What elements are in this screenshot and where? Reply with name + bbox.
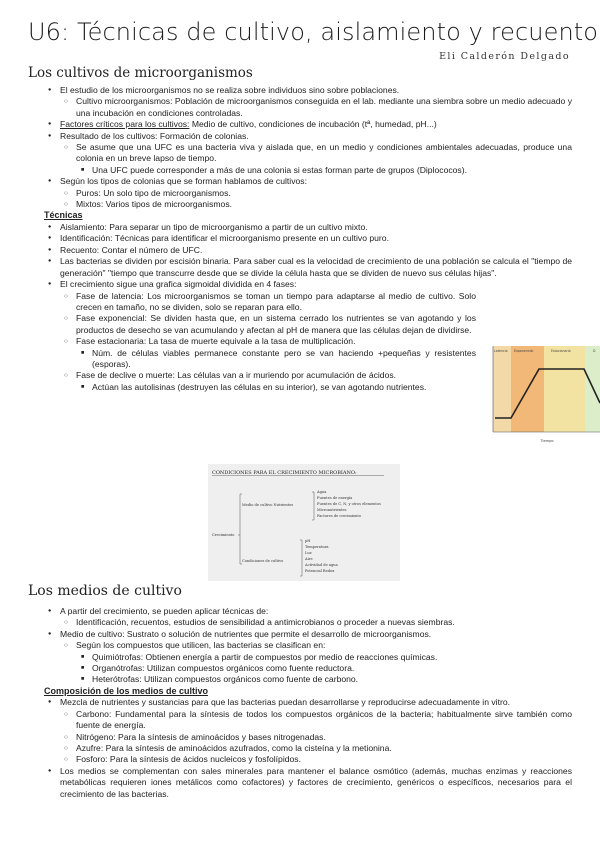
- list-item: ● Según los tipos de colonias que se forman hablamos de cultivos:: [60, 176, 572, 187]
- list-item: ● Las bacterias se dividen por escisión binaria. Para saber cual es la velocidad de crecimiento de una población se calcula el "tiempo de generación" "tiempo que transcurre desde que se divide la célula hasta que se dividen de nuevo sus células hijas".: [60, 256, 572, 279]
- list-item: ● Mezcla de nutrientes y sustancias para que las bacterias puedan desarrollarse y reproducirse adecuadamente in vitro.: [60, 697, 572, 708]
- phase-label: D: [593, 349, 596, 353]
- list-item: ○ Mixtos: Varios tipos de microorganismos.: [76, 199, 572, 210]
- author-name: Eli Calderón Delgado: [439, 51, 570, 62]
- nutrient-item: Fuentes de energía: [317, 496, 353, 500]
- list-item: ○ Azufre: Para la síntesis de aminoácidos azufrados, como la cisteína y la metionina.: [76, 743, 572, 754]
- condition-item: Temperatura: [305, 545, 329, 549]
- list-item: ● Recuento: Contar el número de UFC.: [60, 245, 572, 256]
- section-heading-medios: Los medios de cultivo: [28, 583, 182, 599]
- branch2-brace: [300, 540, 302, 576]
- nutrient-item: Agua: [317, 490, 327, 494]
- growth-conditions-diagram: [208, 464, 400, 581]
- nutrient-item: Micronutrientes: [317, 508, 347, 512]
- list-item: ● El crecimiento sigue una grafica sigmoidal dividida en 4 fases:: [60, 279, 572, 290]
- diagram-root: Crecimiento: [212, 533, 235, 537]
- list-item: ○ Identificación, recuentos, estudios de sensibilidad a antimicrobianos o proceder a nuevas siembras.: [76, 617, 572, 628]
- section-heading-cultivos: Los cultivos de microorganismos: [28, 65, 253, 81]
- diagram-branch-condiciones: Condiciones de cultivo: [242, 559, 284, 563]
- list-item: ■ Quimiótrofas: Obtienen energía a partir de compuestos por medio de reacciones químicas.: [92, 652, 572, 663]
- list-item: ○ Fase de latencia: Los microorganismos se toman un tiempo para adaptarse al medio de cultivo. Solo crecen en tamaño, no se dividen, solo se reparan para ello.: [76, 291, 476, 314]
- phase-label: Exponencial: [514, 349, 534, 353]
- list-item: ● Medio de cultivo: Sustrato o solución de nutrientes que permite el desarrollo de microorganismos.: [60, 629, 572, 640]
- list-item: ○ Nitrógeno: Para la síntesis de aminoácidos y bases nitrogenadas.: [76, 732, 572, 743]
- factores-text: Medio de cultivo, condiciones de incubación (tª, humedad, pH...): [189, 119, 437, 130]
- growth-curve-svg: [481, 336, 600, 446]
- list-item: ○ Carbono: Fundamental para la síntesis de todos los compuestos orgánicos de la bacteria; habitualmente sirve también como fuente de energía.: [76, 709, 572, 732]
- diagram-title: CONDICIONES PARA EL CRECIMIENTO MICROBIANO:: [212, 470, 357, 476]
- subheading-tecnicas: Técnicas: [44, 210, 83, 221]
- medios-list: [0, 606, 600, 800]
- factores-label: Factores críticos para los cultivos:: [60, 119, 190, 130]
- list-item: ■ Una UFC puede corresponder a más de una colonia si estas forman parte de grupos (Diplococos).: [92, 165, 572, 176]
- list-item: ■ Heterótrofas: Utilizan compuestos orgánicos como fuente de carbono.: [92, 674, 572, 685]
- list-item: ○ Según los compuestos que utilicen, las bacterias se clasifican en:: [76, 640, 572, 651]
- list-item: ■ Organótrofas: Utilizan compuestos orgánicos como fuente reductora.: [92, 663, 572, 674]
- list-item: ■ Núm. de células viables permanece constante pero se van haciendo +pequeñas y resistentes (esporas).: [92, 348, 476, 371]
- list-item: ● El estudio de los microorganismos no se realiza sobre individuos sino sobre poblaciones.: [60, 85, 572, 96]
- list-item: ● Los medios se complementan con sales minerales para mantener el balance osmótico (además, muchas enzimas y reacciones metabólicas requieren iones metálicos como cofactores) y factores de crecimiento, genéricos o específicos, necesarios para el crecimiento de las bacterias.: [60, 766, 572, 800]
- phase-band-declive: [585, 346, 600, 432]
- list-item: ○ Se asume que una UFC es una bacteria viva y aislada que, en un medio y condiciones ambientales adecuadas, produce una colonia en un breve lapso de tiempo.: [76, 142, 572, 165]
- branch1-brace: [312, 492, 314, 520]
- phase-label: Estacionaria: [551, 349, 571, 353]
- condition-item: Aire: [305, 557, 313, 561]
- list-item: ● A partir del crecimiento, se pueden aplicar técnicas de:: [60, 606, 572, 617]
- list-item: ● Aislamiento: Para separar un tipo de microorganismo a partir de un cultivo mixto.: [60, 222, 572, 233]
- nutrient-item: Fuentes de C, N, y otros elementos: [317, 502, 381, 506]
- nutrient-item: Factores de crecimiento: [317, 514, 362, 518]
- list-item: ○ Cultivo microorganismos: Población de microorganismos conseguida en el lab. mediante una siembra sobre un medio adecuado y una incubación en condiciones controladas.: [76, 96, 572, 119]
- list-item: ○ Fosforo: Para la síntesis de ácidos nucleicos y fosfolípidos.: [76, 754, 572, 765]
- list-item: ● Identificación: Técnicas para identificar el microorganismo presente en un cultivo puro.: [60, 233, 572, 244]
- list-item: [60, 119, 572, 130]
- condition-item: Actividad de agua: [305, 563, 338, 567]
- document-title: U6: Técnicas de cultivo, aislamiento y recuento: [28, 18, 599, 46]
- list-item: ● Resultado de los cultivos: Formación de colonias.: [60, 131, 572, 142]
- list-item: ○ Fase exponencial: Se dividen hasta que, en un sistema cerrado los nutrientes se van agotando y los productos de desecho se van acumulando y afectan al pH de manera que las células dejan de dividirse.: [76, 313, 476, 336]
- list-item: ○ Fase estacionaria: La tasa de muerte equivale a la tasa de multiplicación.: [76, 336, 476, 347]
- conditions-tree-svg: [208, 464, 400, 581]
- phase-band-estacionaria: [544, 346, 585, 432]
- phase-label: Latencia: [494, 349, 508, 353]
- condition-item: pH: [305, 539, 311, 543]
- condition-item: Potencial Redox: [305, 569, 335, 573]
- list-item: ■ Actúan las autolisinas (destruyen las células en su interior), se van agotando nutrientes.: [92, 382, 476, 393]
- condition-item: Luz: [305, 551, 312, 555]
- list-item: ○ Fase de declive o muerte: Las células van a ir muriendo por acumulación de ácidos.: [76, 370, 476, 381]
- subheading-composicion: Composición de los medios de cultivo: [44, 685, 209, 696]
- diagram-branch-medio: Medio de cultivo Nutrientes: [242, 503, 294, 507]
- phase-band-latencia: [493, 346, 511, 432]
- list-item: ○ Puros: Un solo tipo de microorganismos.: [76, 188, 572, 199]
- x-axis-label: Tiempo: [540, 439, 554, 443]
- growth-curve-figure: [481, 336, 600, 446]
